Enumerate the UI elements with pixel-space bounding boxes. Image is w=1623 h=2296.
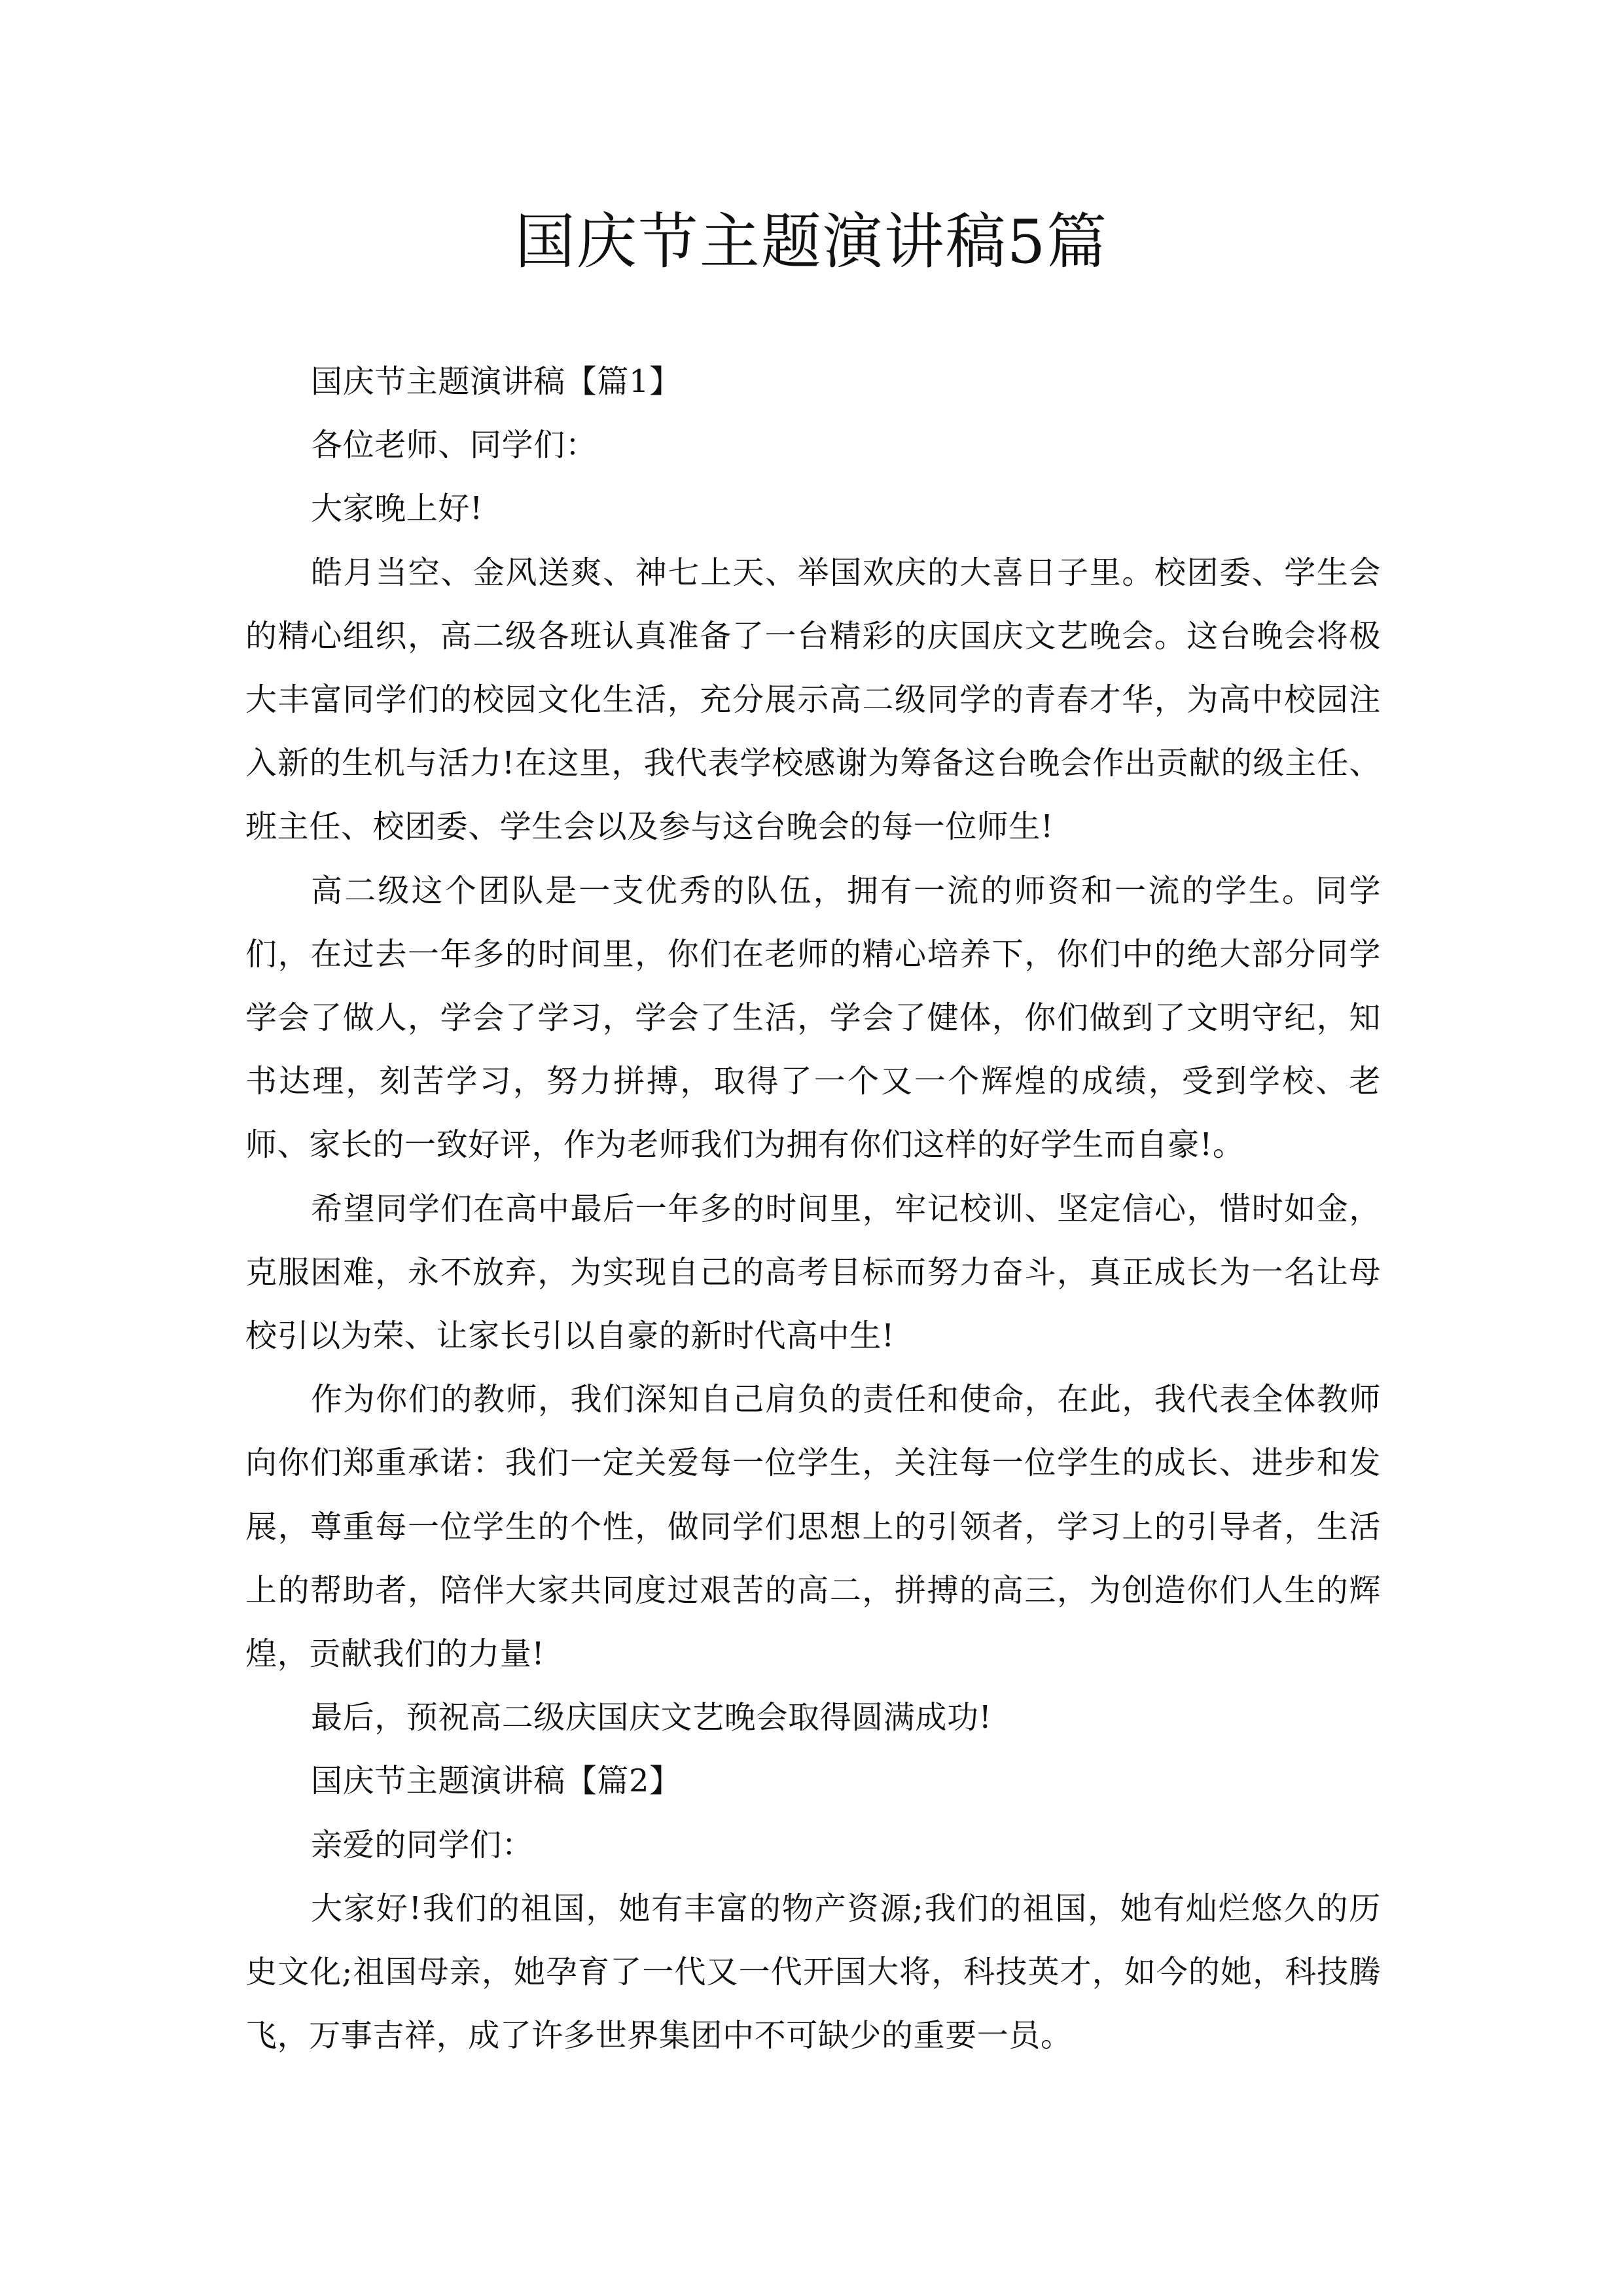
closing-line: 最后，预祝高二级庆国庆文艺晚会取得圆满成功!	[311, 1699, 992, 1736]
paragraph: 大家好!我们的祖国，她有丰富的物产资源;我们的祖国，她有灿烂悠久的历史文化;祖国母亲，她孕育了一代又一代开国大将，科技英才，如今的她，科技腾飞，万事吉祥，成了许多世界集团中不可缺少的重要一员。	[245, 1890, 1381, 2054]
section-heading-2: 国庆节主题演讲稿【篇2】	[311, 1763, 681, 1800]
paragraph: 希望同学们在高中最后一年多的时间里，牢记校训、坚定信心，惜时如金，克服困难，永不放弃，为实现自己的高考目标而努力奋斗，真正成长为一名让母校引以为荣、让家长引以自豪的新时代高中生!	[245, 1190, 1381, 1355]
document-title: 国庆节主题演讲稿5篇	[514, 207, 1109, 277]
document-body	[245, 350, 1381, 2068]
section-heading-1: 国庆节主题演讲稿【篇1】	[311, 363, 681, 400]
greeting: 大家晚上好!	[311, 490, 483, 528]
salutation: 亲爱的同学们：	[311, 1826, 534, 1863]
paragraph: 高二级这个团队是一支优秀的队伍，拥有一流的师资和一流的学生。同学们，在过去一年多的时间里，你们在老师的精心培养下，你们中的绝大部分同学学会了做人，学会了学习，学会了生活，学会了健体，你们做到了文明守纪，知书达理，刻苦学习，努力拼搏，取得了一个又一个辉煌的成绩，受到学校、老师、家长的一致好评，作为老师我们为拥有你们这样的好学生而自豪!。	[245, 872, 1381, 1164]
paragraph: 作为你们的教师，我们深知自己肩负的责任和使命，在此，我代表全体教师向你们郑重承诺：我们一定关爱每一位学生，关注每一位学生的成长、进步和发展，尊重每一位学生的个性，做同学们思想上的引领者，学习上的引导者，生活上的帮助者，陪伴大家共同度过艰苦的高二，拼搏的高三，为创造你们人生的辉煌，贡献我们的力量!	[245, 1381, 1381, 1673]
paragraph: 皓月当空、金风送爽、神七上天、举国欢庆的大喜日子里。校团委、学生会的精心组织，高二级各班认真准备了一台精彩的庆国庆文艺晚会。这台晚会将极大丰富同学们的校园文化生活，充分展示高二级同学的青春才华，为高中校园注入新的生机与活力!在这里，我代表学校感谢为筹备这台晚会作出贡献的级主任、班主任、校团委、学生会以及参与这台晚会的每一位师生!	[245, 554, 1381, 846]
salutation: 各位老师、同学们：	[311, 427, 597, 464]
